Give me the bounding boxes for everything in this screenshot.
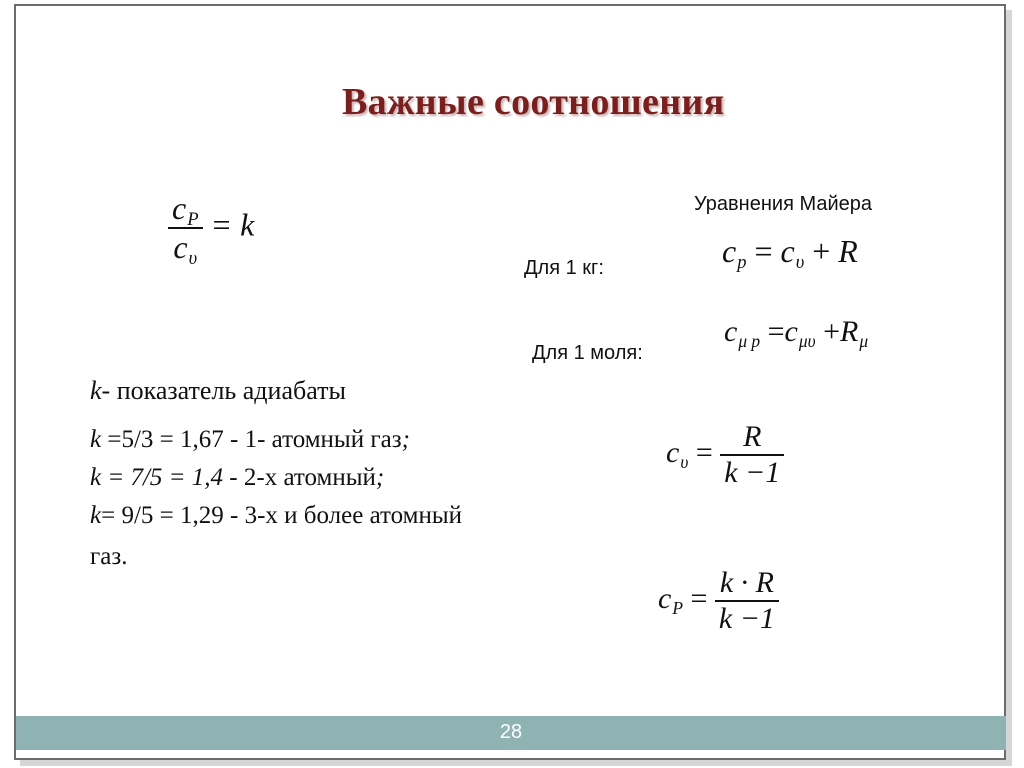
ratio-fraction [168, 190, 203, 270]
mayer-kg-formula [722, 233, 858, 274]
k-line-1 [90, 426, 410, 454]
cp-formula [658, 566, 779, 636]
mayer-kg-lhs: c [722, 233, 737, 269]
k-line-3-symbol: k [90, 502, 102, 529]
cv-eq: = [688, 435, 721, 469]
cp-den: k −1 [718, 602, 775, 635]
k-definition-text: - показатель адиабаты [101, 376, 346, 405]
mayer-kg-a: c [780, 233, 795, 269]
k-line-2-rest: - 2-х атомный [223, 464, 376, 491]
mayer-mole-lhs: c [724, 315, 738, 348]
k-line-2-symbol: k [90, 464, 102, 491]
mayer-mole-b-sub: μ [859, 331, 869, 352]
mayer-mole-a-sub: μυ [798, 331, 816, 352]
mayer-kg-plus: + [804, 233, 839, 269]
cv-lhs-sub: υ [680, 451, 689, 472]
mayer-kg-b: R [838, 233, 858, 269]
cv-fraction [720, 420, 784, 490]
footer-bar [16, 716, 1006, 750]
mayer-mole-formula [724, 315, 869, 352]
cp-lhs: c [658, 581, 672, 615]
ratio-den: c [173, 229, 188, 265]
ratio-num-sub: P [187, 209, 199, 231]
mayer-mole-a: c [784, 315, 798, 348]
mayer-mole-lhs-sub: μ p [738, 331, 761, 352]
ratio-rhs: = k [210, 206, 255, 243]
cp-eq: = [682, 581, 715, 615]
k-line-2 [90, 464, 384, 492]
k-line-1-tail: ; [401, 426, 410, 453]
ratio-formula [168, 190, 255, 270]
k-line-3-value: = 9/5 = 1,29 - 3-х и более атомный [101, 502, 463, 529]
k-definition-symbol: k [90, 376, 102, 405]
k-line-3 [90, 502, 462, 530]
k-line-1-symbol: k [90, 426, 102, 453]
cp-fraction [715, 566, 779, 636]
ratio-num: c [172, 190, 187, 226]
mayer-mole-plus: + [815, 315, 840, 348]
mayer-heading: Уравнения Майера [694, 193, 872, 215]
cv-lhs: c [666, 435, 680, 469]
cp-lhs-sub: P [672, 597, 683, 618]
cv-den: k −1 [724, 456, 781, 489]
mayer-mole-b: R [840, 315, 859, 348]
k-line-2-value: = 7/5 = 1,4 [101, 464, 224, 491]
per-kg-label: Для 1 кг: [524, 257, 604, 279]
cp-num: k · R [719, 566, 774, 599]
k-line-1-value: =5/3 = 1,67 - 1- атомный газ [101, 426, 402, 453]
mayer-kg-lhs-sub: p [737, 252, 747, 274]
cv-num: R [743, 420, 762, 453]
ratio-den-sub: υ [188, 248, 198, 270]
mayer-kg-eq: = [746, 233, 781, 269]
k-line-2-tail: ; [375, 464, 385, 491]
slide-title: Важные соотношения [342, 81, 725, 123]
last-word: газ. [90, 543, 128, 570]
per-mole-label: Для 1 моля: [532, 342, 643, 364]
k-definition [90, 376, 346, 406]
cv-formula [666, 420, 784, 490]
page-number: 28 [499, 721, 523, 743]
mayer-mole-eq: = [760, 315, 785, 348]
mayer-kg-a-sub: υ [795, 252, 805, 274]
